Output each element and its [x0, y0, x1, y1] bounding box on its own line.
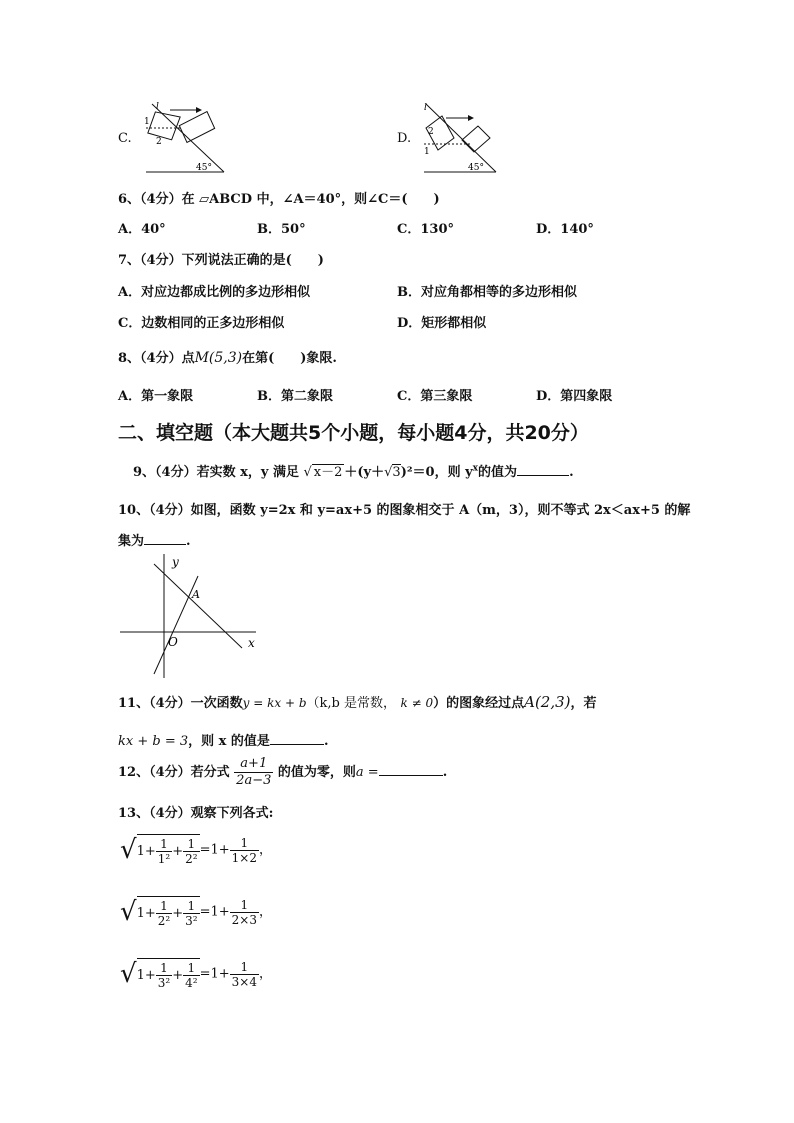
q9-sqrt: √ x－2	[303, 465, 343, 480]
q5-d-angle45: 45°	[468, 163, 484, 173]
q12-answer-blank[interactable]	[379, 763, 443, 776]
q5-option-c-label: C.	[118, 131, 132, 146]
q5-option-d-figure	[418, 100, 508, 176]
q13-row-3: √1+ $\frac{1}{\text{3²}}$ + $\frac{1}{\text{4²}}$ =1+ $\frac{1}{3\times 4}$ ，	[120, 959, 272, 990]
q10-x-label: x	[248, 636, 255, 650]
q5-c-angle1: 1	[144, 117, 150, 127]
q5-d-angle1: 1	[424, 147, 430, 157]
q11-answer-blank[interactable]	[270, 732, 324, 745]
q10-line1: 10、（4分）如图，函数 y=2x 和 y=ax+5 的图象相交于 A（m，3），则不等式 2x＜ax+5 的解	[118, 503, 691, 518]
q13-stem: 13、（4分）观察下列各式:	[118, 806, 274, 821]
q9-stem: 9、（4分）若实数 x，y 满足 √ x－2 ＋(y＋√3)²＝0，则 $y^x$的值为 .	[133, 461, 574, 480]
section-2-title: 二、填空题（本大题共5个小题，每小题4分，共20分）	[118, 422, 589, 444]
q7-stem: 7、（4分）下列说法正确的是( )	[118, 253, 324, 268]
q8-option-d: D．第四象限	[536, 389, 613, 404]
q6-stem: 6、（4分）在 ▱ABCD 中，∠A＝40°，则∠C＝( )	[118, 192, 440, 207]
q7-option-c: C．边数相同的正多边形相似	[118, 316, 285, 331]
q10-y-label: y	[172, 555, 179, 569]
q10-point-a-label: A	[192, 588, 200, 601]
q7-option-d: D．矩形都相似	[397, 316, 487, 331]
q8-option-b: B．第二象限	[257, 389, 333, 404]
q5-d-line-label: l	[424, 103, 427, 113]
q6-option-c: C．130°	[397, 222, 454, 237]
q12-stem: 12、（4分）若分式 $\frac{a+1}{2a-3}$ 的值为零，则a = .	[118, 756, 448, 788]
q12-fraction: $\frac{a+1}{2a-3}$	[236, 756, 272, 788]
q5-d-angle2: 2	[428, 127, 434, 137]
q8-stem: 8、（4分）点M(5,3)在第( )象限.	[118, 350, 337, 366]
q10-answer-blank[interactable]	[144, 532, 186, 545]
q13-row-2: √1+ $\frac{1}{\text{2²}}$ + $\frac{1}{\text{3²}}$ =1+ $\frac{1}{2\times 3}$ ，	[120, 897, 272, 928]
q10-line2: 集为 .	[118, 534, 191, 549]
q11-line1: 11、（4分）一次函数y = kx + b（k,b 是常数， k ≠ 0）的图象经过点A(2,3)，若	[118, 693, 597, 711]
q5-c-angle2: 2	[156, 137, 162, 147]
q6-option-d: D．140°	[536, 222, 594, 237]
q6-option-b: B．50°	[257, 222, 306, 237]
q11-line2: kx + b = 3，则 x 的值是 .	[118, 734, 329, 749]
q10-origin-label: O	[168, 635, 178, 649]
q9-answer-blank[interactable]	[517, 463, 569, 476]
q5-c-angle45: 45°	[196, 163, 212, 173]
q13-row-1: √1+ $\frac{1}{\text{1²}}$ + $\frac{1}{\text{2²}}$ =1+ $\frac{1}{1\times 2}$ ，	[120, 835, 272, 866]
q5-option-c-figure	[140, 100, 235, 176]
q7-option-b: B．对应角都相等的多边形相似	[397, 285, 577, 300]
q5-c-line-label: l	[156, 102, 159, 112]
q8-option-a: A．第一象限	[118, 389, 194, 404]
q7-option-a: A．对应边都成比例的多边形相似	[118, 285, 311, 300]
q5-option-d-label: D.	[397, 131, 412, 146]
q6-option-a: A．40°	[118, 222, 166, 237]
q8-option-c: C．第三象限	[397, 389, 473, 404]
q10-graph	[118, 552, 268, 680]
